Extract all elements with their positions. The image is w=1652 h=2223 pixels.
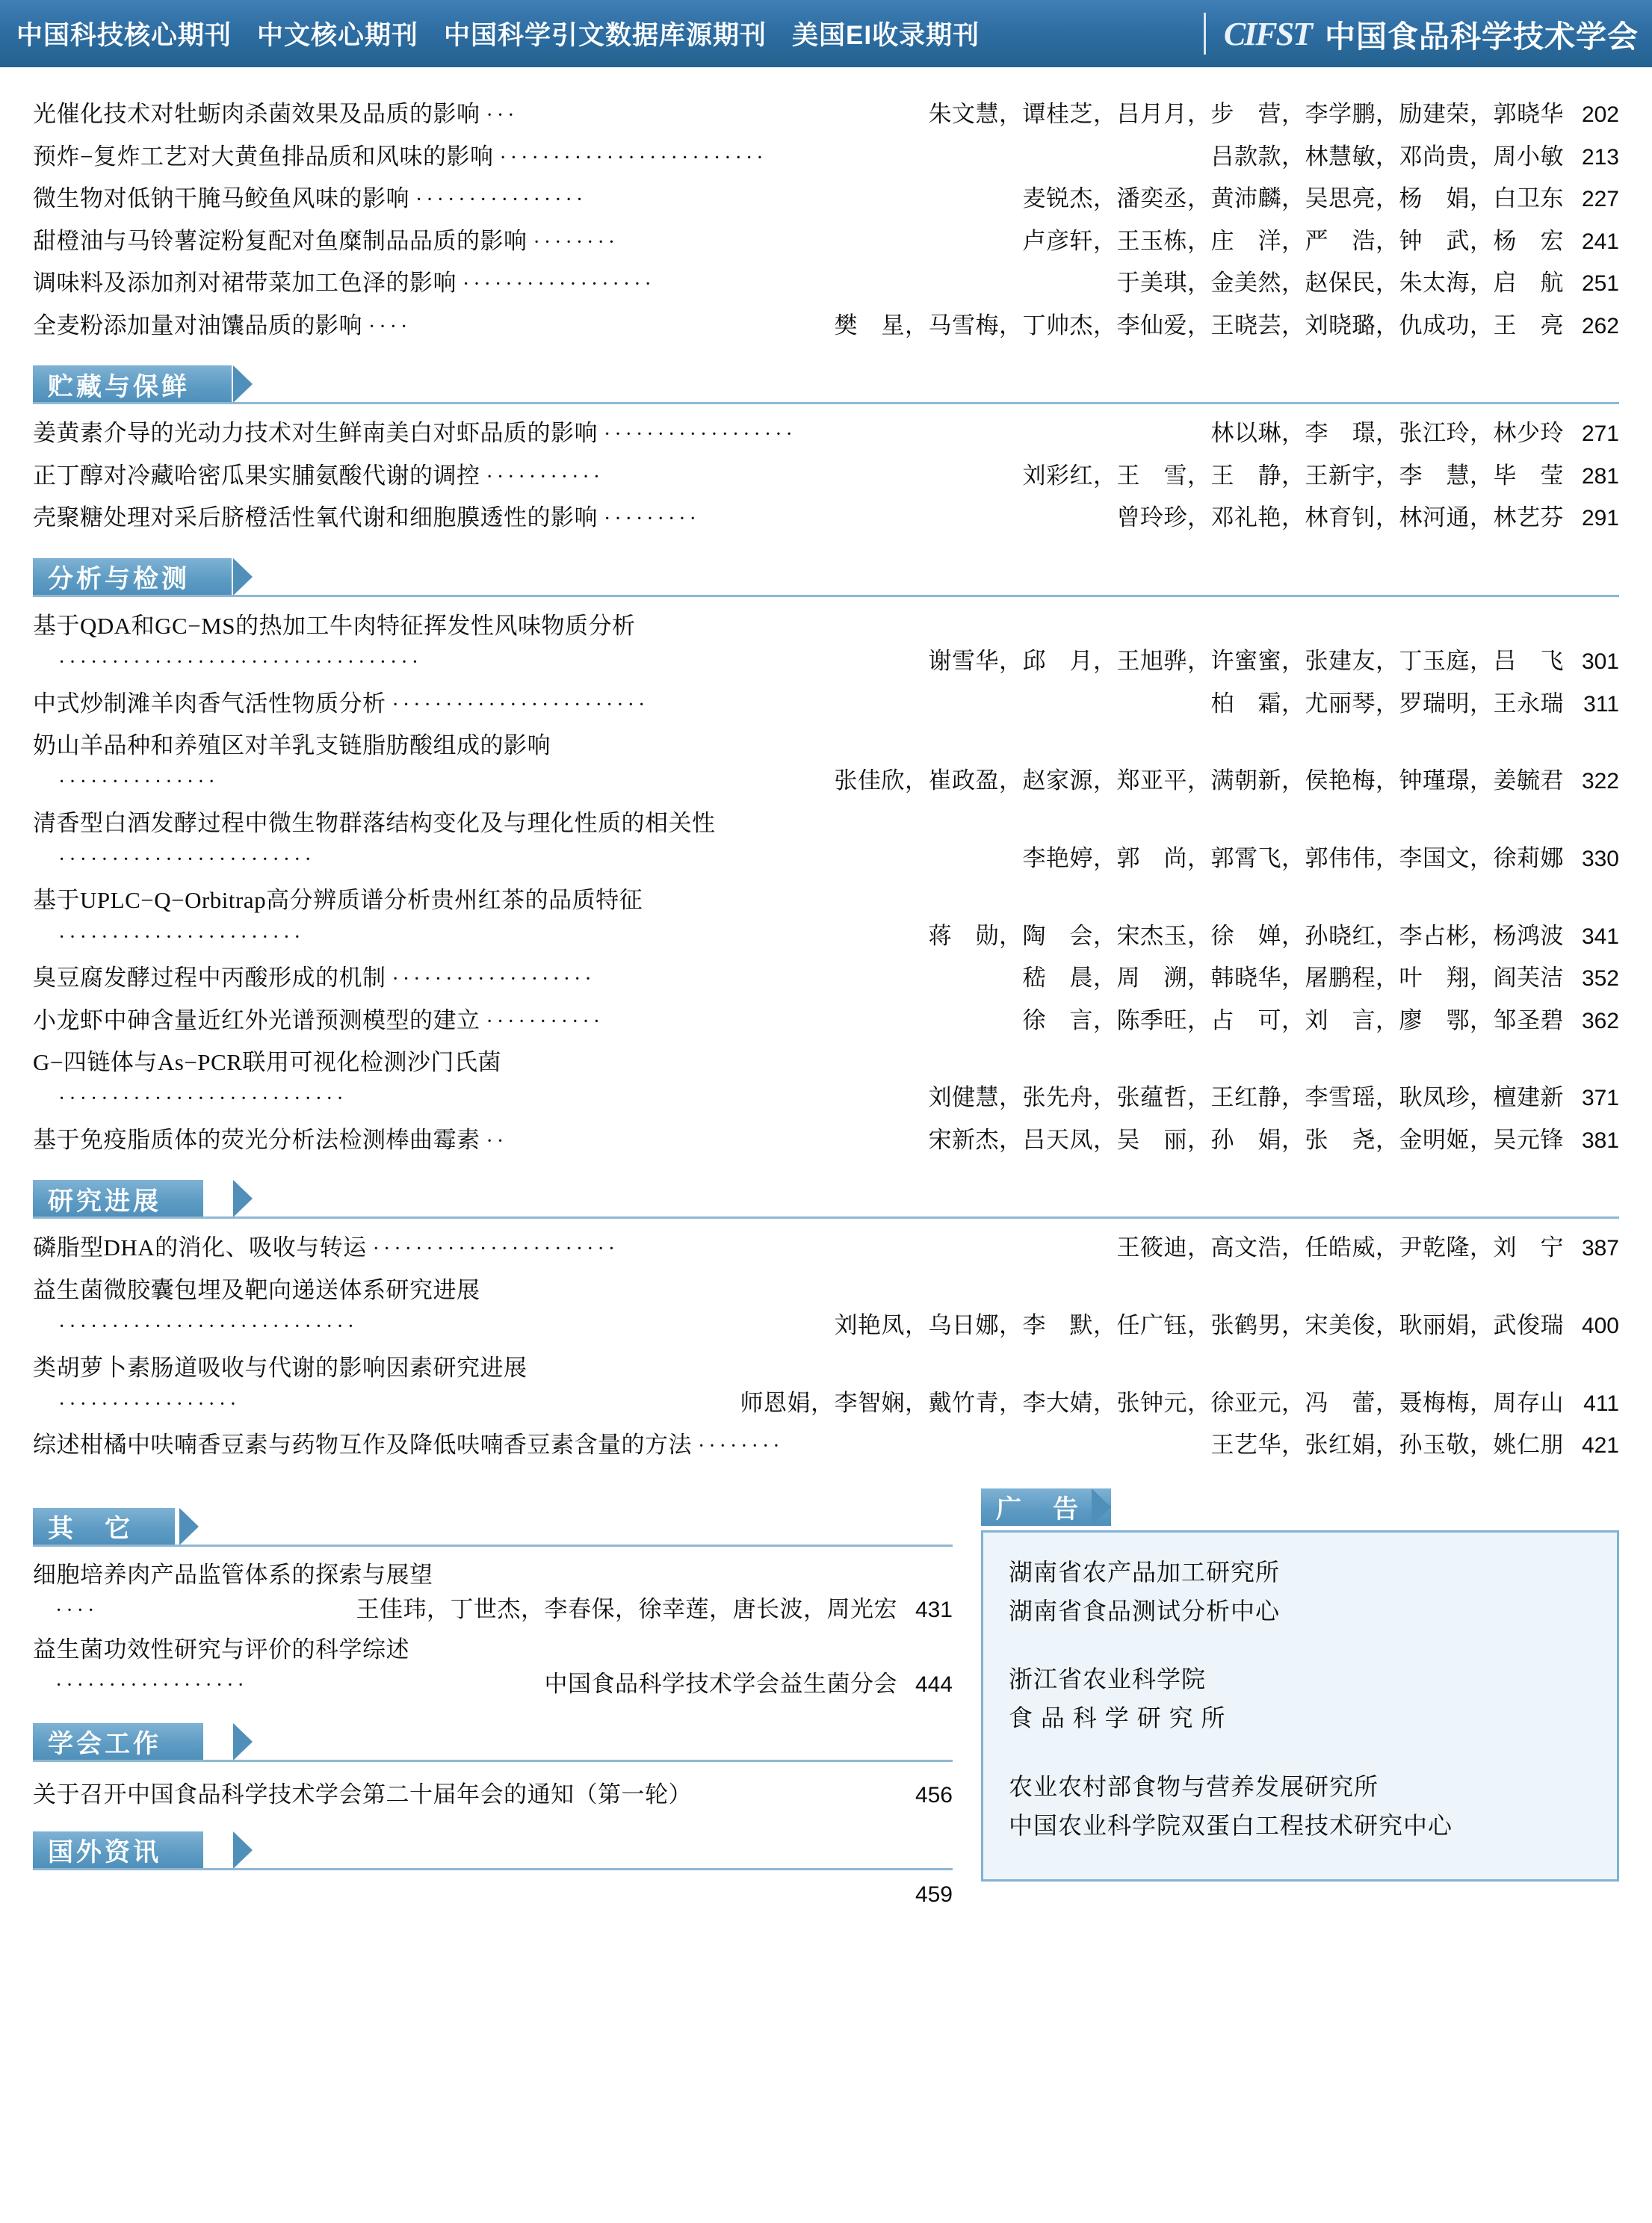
banner-brand <box>1204 0 1639 67</box>
entry-leader: ··· <box>486 104 519 127</box>
entry-authors: 刘艳凤，乌日娜，李 默，任广钰，张鹤男，宋美俊，耿丽娟，武俊瑞 <box>834 1312 1564 1339</box>
toc-entry[interactable] <box>33 1878 953 1908</box>
banner-divider <box>1204 13 1206 55</box>
entry-leader: ···· <box>55 1599 99 1623</box>
toc-entry[interactable] <box>33 454 1619 497</box>
entry-authors: 王佳玮，丁世杰，李春保，徐幸莲，唐长波，周光宏 <box>356 1596 897 1623</box>
entry-authors: 卢彦轩，王玉栋，庄 洋，严 浩，钟 武，杨 宏 <box>1022 227 1564 254</box>
section-header-storage <box>33 365 1619 407</box>
entry-page-number: 381 <box>1581 1128 1619 1153</box>
society-name: 中国食品科学技术学会 <box>1325 19 1639 54</box>
entry-page-number: 421 <box>1581 1433 1619 1459</box>
section-header-rule <box>33 595 1619 597</box>
entry-leader: ··························· <box>58 1087 347 1111</box>
entry-authors: 谢雪华，邱 月，王旭骅，许蜜蜜，张建友，丁玉庭，吕 飞 <box>928 648 1564 675</box>
entry-title: 基于免疫脂质体的荧光分析法检测棒曲霉素 <box>33 1126 480 1153</box>
entry-title: 益生菌微胶囊包埋及靶向递送体系研究进展 <box>33 1276 480 1303</box>
entry-authors: 中国食品科学技术学会益生菌分会 <box>544 1671 897 1698</box>
entry-leader: ························ <box>58 847 315 871</box>
bottom-left-column <box>33 1488 953 1908</box>
entry-leader: ········· <box>604 507 700 531</box>
toc-entry[interactable] <box>33 1629 953 1704</box>
toc-entry[interactable] <box>33 605 1619 682</box>
section-title: 贮藏与保鲜 <box>48 372 190 401</box>
section-entry-list-progress <box>33 1226 1619 1465</box>
section-header-bar <box>33 1180 203 1217</box>
section-header-bar <box>33 1723 203 1760</box>
entry-leader: ······················· <box>372 1237 619 1261</box>
entry-page-number: 400 <box>1581 1314 1619 1338</box>
entry-title: G−四链体与As−PCR联用可视化检测沙门氏菌 <box>33 1049 501 1076</box>
banner-badge-1: 中国科技核心期刊 <box>16 21 232 50</box>
ad-line: 浙江省农业科学院 <box>1009 1666 1207 1693</box>
contents-body <box>0 67 1652 1908</box>
entry-authors: 徐 言，陈季旺，占 可，刘 言，廖 鄂，邹圣碧 <box>1022 1007 1564 1033</box>
entry-leader: ··················· <box>392 968 595 992</box>
entry-leader: ··········· <box>486 465 604 489</box>
entry-title: 正丁醇对冷藏哈密瓜果实脯氨酸代谢的调控 <box>33 462 480 489</box>
entry-authors: 王筱迪，高文浩，任皓威，尹乾隆，刘 宁 <box>1116 1234 1564 1261</box>
section-header-bar <box>33 1508 175 1545</box>
section-header-analysis <box>33 558 1619 600</box>
toc-entry[interactable] <box>33 682 1619 725</box>
entry-title: 奶山羊品种和养殖区对羊乳支链脂肪酸组成的影响 <box>33 732 551 759</box>
entry-authors: 嵇 晨，周 溯，韩晓华，屠鹏程，叶 翔，阎芙洁 <box>1022 965 1564 992</box>
section-header-bar <box>33 1831 203 1869</box>
entry-page-number: 341 <box>1581 924 1619 949</box>
entry-page-number: 362 <box>1581 1008 1619 1033</box>
entry-page-number: 456 <box>915 1782 953 1808</box>
section-header-tail <box>233 1723 253 1760</box>
toc-entry[interactable] <box>33 1769 953 1812</box>
section-title: 分析与检测 <box>48 565 190 594</box>
ad-header-tail <box>1092 1488 1111 1526</box>
ad-group <box>1009 1553 1591 1631</box>
entry-title: 预炸−复炸工艺对大黄鱼排品质和风味的影响 <box>33 143 494 170</box>
entry-leader: ···························· <box>58 1315 359 1339</box>
ad-line: 中国农业科学院双蛋白工程技术研究中心 <box>1009 1811 1453 1839</box>
entry-authors: 于美琪，金美然，赵保民，朱太海，启 航 <box>1116 270 1564 297</box>
entry-title: 小龙虾中砷含量近红外光谱预测模型的建立 <box>33 1007 480 1033</box>
entry-page-number: 459 <box>915 1882 953 1907</box>
section-title: 国外资讯 <box>48 1838 161 1867</box>
entry-authors: 王艺华，张红娟，孙玉敬，姚仁朋 <box>1210 1432 1564 1459</box>
entry-title: 光催化技术对牡蛎肉杀菌效果及品质的影响 <box>33 101 480 127</box>
entry-page-number: 301 <box>1581 649 1619 674</box>
top-entry-list <box>33 93 1619 346</box>
toc-entry[interactable] <box>33 1269 1619 1347</box>
section-header-rule <box>33 402 1619 404</box>
toc-entry[interactable] <box>33 879 1619 956</box>
ad-title: 广 告 <box>996 1495 1081 1524</box>
entry-leader: ················· <box>58 1392 241 1416</box>
section-header-international-news <box>33 1831 953 1873</box>
entry-title: 壳聚糖处理对采后脐橙活性氧代谢和细胞膜透性的影响 <box>33 504 598 531</box>
section-header-society-work <box>33 1723 953 1765</box>
entry-authors: 李艳婷，郭 尚，郭霄飞，郭伟伟，李国文，徐莉娜 <box>1022 844 1564 871</box>
entry-page-number: 251 <box>1581 271 1619 297</box>
entry-title: 基于QDA和GC−MS的热加工牛肉特征挥发性风味物质分析 <box>33 612 636 639</box>
section-header-rule <box>33 1760 953 1762</box>
section-header-rule <box>33 1216 1619 1219</box>
entry-title: 微生物对低钠干腌马鲛鱼风味的影响 <box>33 185 409 212</box>
toc-entry[interactable] <box>33 1041 1619 1119</box>
entry-page-number: 271 <box>1581 421 1619 447</box>
banner-badge-3: 中国科学引文数据库源期刊 <box>444 21 767 50</box>
entry-leader: ························· <box>499 146 767 170</box>
entry-title: 基于UPLC−Q−Orbitrap高分辨质谱分析贵州红茶的品质特征 <box>33 887 643 914</box>
section-header-rule <box>33 1868 953 1870</box>
entry-title: 细胞培养肉产品监管体系的探索与展望 <box>33 1561 433 1588</box>
banner-badge-2: 中文核心期刊 <box>257 21 419 50</box>
entry-title: 益生菌功效性研究与评价的科学综述 <box>33 1636 409 1663</box>
entry-authors: 樊 星，马雪梅，丁帅杰，李仙爱，王晓芸，刘晓璐，仇成功，王 亮 <box>834 312 1564 338</box>
banner-badge-list <box>0 15 980 52</box>
entry-authors: 柏 霜，尤丽琴，罗瑞明，王永瑞 <box>1210 690 1564 717</box>
section-header-progress <box>33 1180 1619 1222</box>
toc-entry[interactable] <box>33 135 1619 178</box>
toc-entry[interactable] <box>33 177 1619 220</box>
entry-leader: ·················· <box>604 423 796 447</box>
toc-entry[interactable] <box>33 1226 1619 1269</box>
section-header-rule <box>33 1545 953 1547</box>
entry-page-number: 291 <box>1581 506 1619 531</box>
entry-page-number: 387 <box>1581 1236 1619 1261</box>
entry-authors: 林以琳，李 璟，张江玲，林少玲 <box>1210 420 1564 447</box>
entry-authors: 宋新杰，吕天凤，吴 丽，孙 娟，张 尧，金明姬，吴元锋 <box>928 1126 1564 1153</box>
entry-title: 关于召开中国食品科学技术学会第二十届年会的通知（第一轮） <box>33 1781 692 1808</box>
entry-page-number: 444 <box>915 1672 953 1698</box>
entry-authors: 朱文慧，谭桂芝，吕月月，步 营，李学鹏，励建荣，郭晓华 <box>928 101 1564 127</box>
toc-entry[interactable] <box>33 412 1619 454</box>
entry-leader: ···· <box>368 315 412 338</box>
entry-leader: ················ <box>415 188 587 212</box>
ad-line: 食 品 科 学 研 究 所 <box>1009 1704 1226 1732</box>
page-banner <box>0 0 1652 67</box>
section-header-bar <box>33 365 232 403</box>
entry-title: 类胡萝卜素肠道吸收与代谢的影响因素研究进展 <box>33 1354 528 1381</box>
entry-authors: 刘彩红，王 雪，王 静，王新宇，李 慧，毕 莹 <box>1022 462 1564 489</box>
entry-page-number: 213 <box>1581 144 1619 170</box>
entry-authors: 蒋 勋，陶 会，宋杰玉，徐 婵，孙晓红，李占彬，杨鸿波 <box>928 922 1564 949</box>
toc-entry[interactable] <box>33 496 1619 539</box>
section-header-tail <box>233 1180 253 1217</box>
entry-leader: ··············· <box>58 770 219 794</box>
section-title: 其 它 <box>48 1515 133 1544</box>
cifst-logo-icon: CIFST <box>1223 15 1311 52</box>
entry-leader: ······················· <box>58 925 305 949</box>
toc-entry[interactable] <box>33 1423 1619 1466</box>
toc-entry[interactable] <box>33 1347 1619 1424</box>
section-title: 学会工作 <box>48 1730 161 1759</box>
toc-entry[interactable] <box>33 956 1619 999</box>
entry-title: 中式炒制滩羊肉香气活性物质分析 <box>33 690 386 717</box>
section-header-tail <box>233 1831 253 1869</box>
entry-title: 调味料及添加剂对裙带菜加工色泽的影响 <box>33 270 457 297</box>
entry-leader: ························ <box>392 693 649 717</box>
toc-entry[interactable] <box>33 1554 953 1629</box>
toc-entry[interactable] <box>33 304 1619 347</box>
section-header-misc <box>33 1508 953 1550</box>
entry-title: 甜橙油与马铃薯淀粉复配对鱼糜制品品质的影响 <box>33 227 528 254</box>
section-header-tail <box>179 1508 199 1545</box>
ad-header <box>981 1488 1619 1530</box>
ad-line: 农业农村部食物与营养发展研究所 <box>1009 1773 1379 1801</box>
entry-page-number: 281 <box>1581 463 1619 489</box>
toc-entry[interactable] <box>33 93 1619 135</box>
entry-title: 磷脂型DHA的消化、吸收与转运 <box>33 1234 367 1261</box>
entry-page-number: 241 <box>1581 229 1619 254</box>
banner-badge-4: 美国EI收录期刊 <box>792 21 980 50</box>
entry-page-number: 330 <box>1581 846 1619 871</box>
entry-leader: ········ <box>533 230 619 254</box>
toc-entry[interactable] <box>33 262 1619 304</box>
toc-entry[interactable] <box>33 1119 1619 1161</box>
section-header-bar <box>33 558 232 596</box>
ad-line: 湖南省食品测试分析中心 <box>1009 1597 1281 1624</box>
entry-page-number: 411 <box>1583 1391 1619 1416</box>
entry-authors: 师恩娟，李智娴，戴竹青，李大婧，张钟元，徐亚元，冯 蕾，聂梅梅，周存山 <box>740 1389 1564 1416</box>
section-header-tail <box>233 365 253 403</box>
entry-leader: ·················· <box>463 273 655 297</box>
entry-leader: ·· <box>486 1129 508 1153</box>
section-entry-list-storage <box>33 412 1619 539</box>
entry-title: 臭豆腐发酵过程中丙酸形成的机制 <box>33 965 386 992</box>
entry-page-number: 322 <box>1581 769 1619 794</box>
entry-leader: ·················· <box>55 1674 248 1698</box>
toc-entry[interactable] <box>33 724 1619 802</box>
toc-entry[interactable] <box>33 220 1619 262</box>
entry-title: 姜黄素介导的光动力技术对生鲜南美白对虾品质的影响 <box>33 420 598 447</box>
entry-title: 综述柑橘中呋喃香豆素与药物互作及降低呋喃香豆素含量的方法 <box>33 1432 692 1459</box>
entry-leader: ··········· <box>486 1010 604 1033</box>
section-header-tail <box>233 558 253 596</box>
toc-entry[interactable] <box>33 802 1619 879</box>
entry-page-number: 371 <box>1581 1086 1619 1111</box>
entry-title: 全麦粉添加量对油馕品质的影响 <box>33 312 362 338</box>
entry-authors: 麦锐杰，潘奕丞，黄沛麟，吴思亮，杨 娟，白卫东 <box>1022 185 1564 212</box>
entry-page-number: 352 <box>1581 966 1619 992</box>
entry-authors: 曾玲珍，邓礼艳，林育钊，林河通，林艺芬 <box>1116 504 1564 531</box>
section-entry-list-analysis <box>33 605 1619 1160</box>
ad-line: 湖南省农产品加工研究所 <box>1009 1558 1281 1586</box>
section-title: 研究进展 <box>48 1187 161 1216</box>
entry-page-number: 227 <box>1581 187 1619 212</box>
ad-body <box>981 1530 1619 1882</box>
bottom-columns <box>33 1488 1619 1908</box>
entry-authors: 吕款款，林慧敏，邓尚贵，周小敏 <box>1210 143 1564 170</box>
entry-authors: 刘健慧，张先舟，张蕴哲，王红静，李雪瑶，耿凤珍，檀建新 <box>928 1084 1564 1111</box>
entry-title: 清香型白酒发酵过程中微生物群落结构变化及与理化性质的相关性 <box>33 809 716 836</box>
entry-leader: ········ <box>698 1435 784 1459</box>
advertisement-panel <box>981 1488 1619 1882</box>
entry-authors: 张佳欣，崔政盈，赵家源，郑亚平，满朝新，侯艳梅，钟瑾璟，姜毓君 <box>834 767 1564 794</box>
entry-leader: ·································· <box>58 651 423 675</box>
ad-group <box>1009 1660 1591 1738</box>
entry-page-number: 262 <box>1581 313 1619 338</box>
toc-entry[interactable] <box>33 999 1619 1042</box>
ad-group <box>1009 1768 1591 1846</box>
entry-page-number: 431 <box>915 1598 953 1623</box>
entry-page-number: 311 <box>1583 691 1619 717</box>
entry-page-number: 202 <box>1581 102 1619 127</box>
